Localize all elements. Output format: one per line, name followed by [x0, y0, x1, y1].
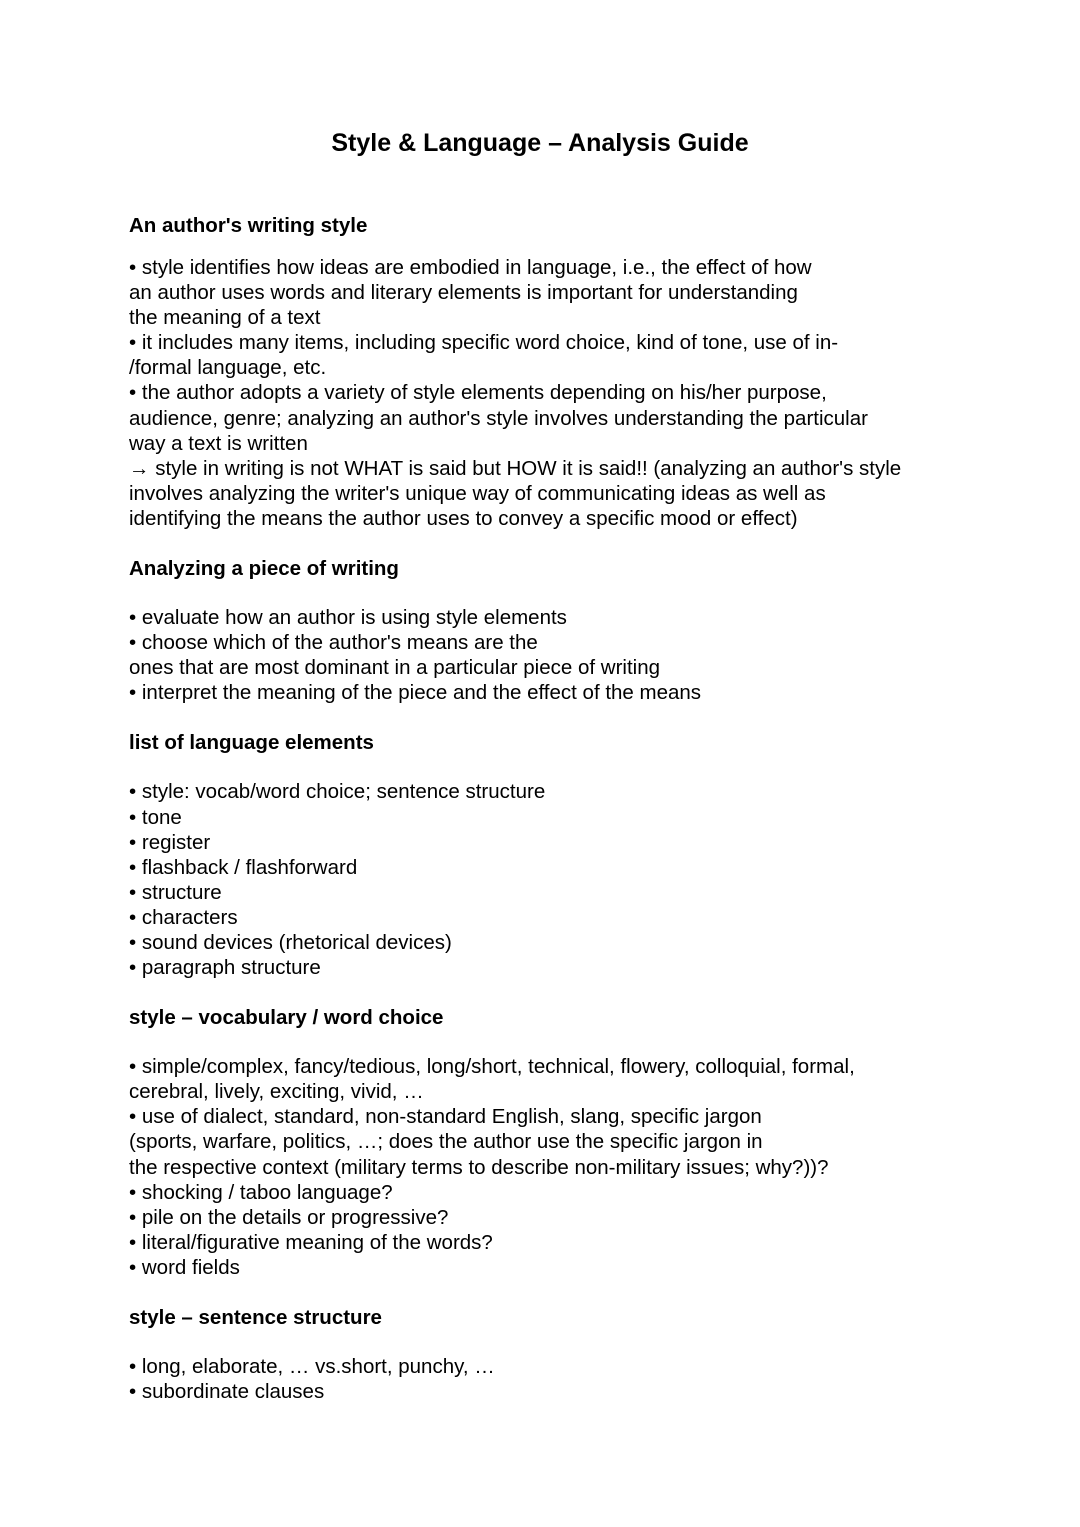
text-line: • the author adopts a variety of style elements depending on his/her purpose,: [129, 381, 827, 405]
text-line: /formal language, etc.: [129, 356, 327, 380]
list-item: • paragraph structure: [129, 956, 321, 980]
text-line: (sports, warfare, politics, …; does the author use the specific jargon in: [129, 1130, 763, 1154]
text-line: the meaning of a text: [129, 306, 321, 330]
text-line: • shocking / taboo language?: [129, 1180, 393, 1204]
section-heading: An author's writing style: [129, 214, 368, 237]
section-heading: list of language elements: [129, 731, 374, 755]
text-line: • style identifies how ideas are embodied in language, i.e., the effect of how: [129, 256, 812, 279]
section-writing-style: [129, 213, 959, 531]
section-heading: style – vocabulary / word choice: [129, 1006, 444, 1030]
list-item: • characters: [129, 905, 238, 929]
list-item: • style: vocab/word choice; sentence structure: [129, 780, 546, 804]
text-line: • word fields: [129, 1255, 240, 1279]
section-text: [129, 255, 959, 531]
document-body: [129, 213, 959, 1404]
section-heading: style – sentence structure: [129, 1306, 382, 1329]
section-heading: Analyzing a piece of writing: [129, 557, 399, 581]
section-text: [129, 1054, 959, 1280]
section-text: [129, 1354, 959, 1404]
list-item: • long, elaborate, … vs.short, punchy, …: [129, 1355, 495, 1378]
text-line: an author uses words and literary elements is important for understanding: [129, 281, 798, 305]
list-item: • tone: [129, 805, 182, 829]
text-line: • choose which of the author's means are the: [129, 631, 538, 655]
text-line: audience, genre; analyzing an author's style involves understanding the particular: [129, 406, 868, 430]
text-line: cerebral, lively, exciting, vivid, …: [129, 1080, 424, 1104]
text-line: involves analyzing the writer's unique way of communicating ideas as well as: [129, 481, 826, 505]
text-line: identifying the means the author uses to convey a specific mood or effect): [129, 506, 798, 530]
text-line: • simple/complex, fancy/tedious, long/short, technical, flowery, colloquial, formal,: [129, 1055, 855, 1079]
text-line: ones that are most dominant in a particular piece of writing: [129, 656, 660, 680]
section-sentence-structure: [129, 1305, 959, 1404]
text-line: • evaluate how an author is using style elements: [129, 606, 567, 630]
section-language-elements: [129, 730, 959, 980]
section-text: [129, 779, 959, 980]
text-line: the respective context (military terms to describe non-military issues; why?))?: [129, 1155, 829, 1179]
text-line: • use of dialect, standard, non-standard English, slang, specific jargon: [129, 1105, 762, 1129]
text-line: → style in writing is not WHAT is said but HOW it is said!! (analyzing an author's style: [129, 456, 902, 480]
text-line: • literal/figurative meaning of the words?: [129, 1230, 493, 1254]
list-item: • sound devices (rhetorical devices): [129, 930, 452, 954]
list-item: • subordinate clauses: [129, 1380, 325, 1404]
list-item: • structure: [129, 880, 222, 904]
text-line: way a text is written: [129, 431, 308, 455]
text-line: • pile on the details or progressive?: [129, 1205, 449, 1229]
text-line: • it includes many items, including specific word choice, kind of tone, use of in-: [129, 331, 839, 355]
section-vocabulary: [129, 1005, 959, 1280]
list-item: • flashback / flashforward: [129, 855, 358, 879]
section-text: [129, 605, 959, 705]
text-line: • interpret the meaning of the piece and the effect of the means: [129, 681, 702, 705]
section-analyzing-writing: [129, 556, 959, 705]
document-title: Style & Language – Analysis Guide: [331, 129, 749, 157]
list-item: • register: [129, 830, 211, 854]
